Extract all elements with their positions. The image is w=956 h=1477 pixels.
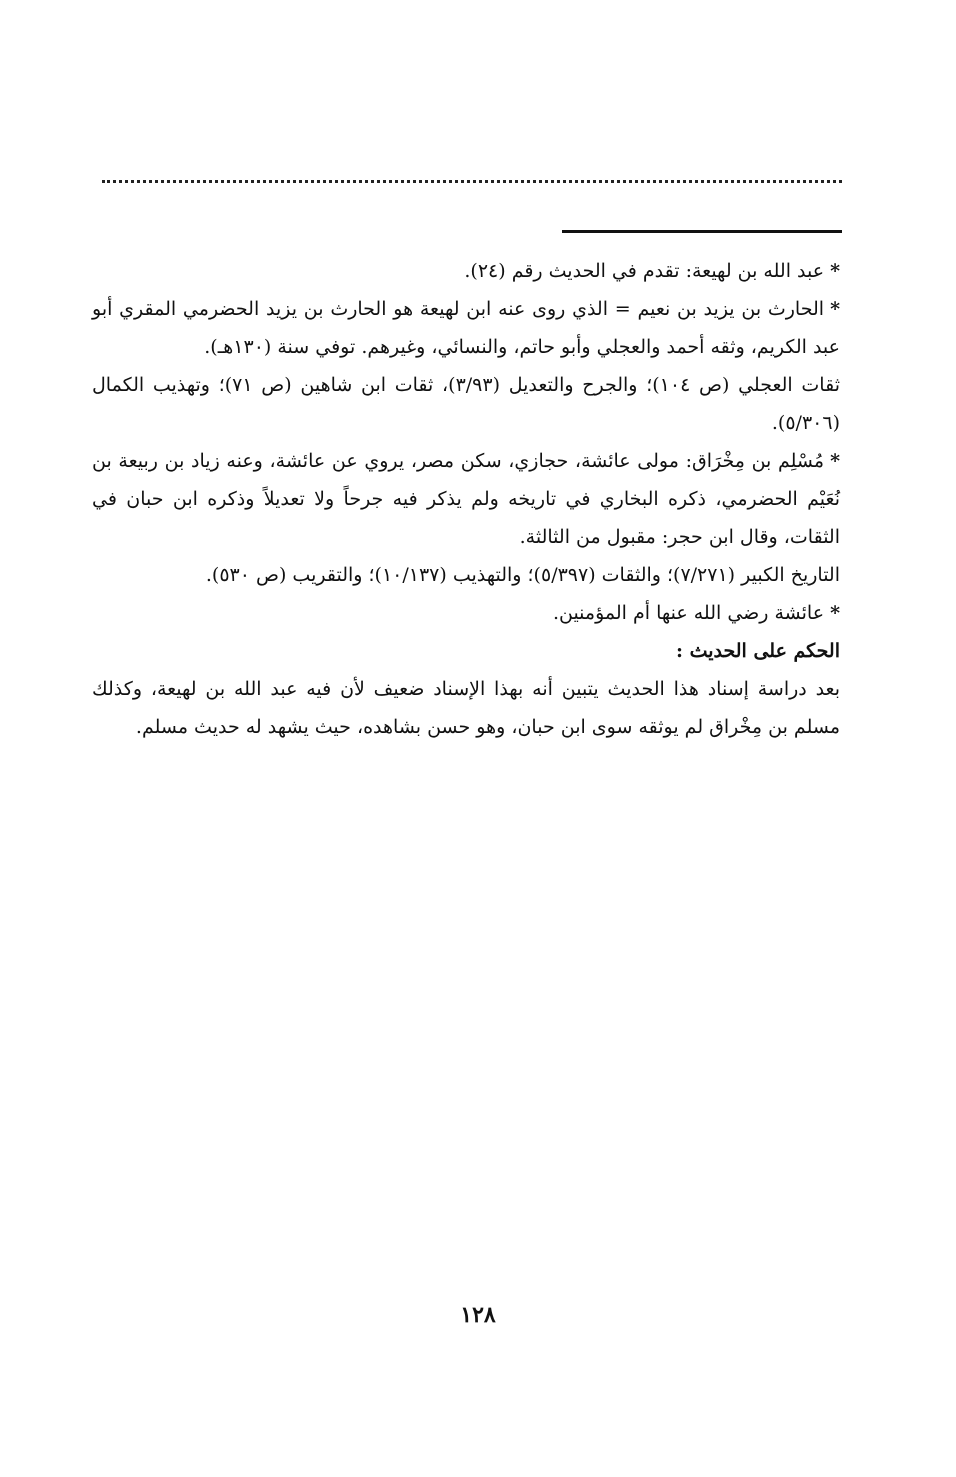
footnote-text: عبد الله بن لهيعة: تقدم في الحديث رقم (٢٤). <box>464 260 825 282</box>
footnote-text: ثقات العجلي (ص ١٠٤)؛ والجرح والتعديل (٣/٩٣)، ثقات ابن شاهين (ص ٧١)؛ وتهذيب الكمال (٥/٣٠٦). <box>92 374 840 434</box>
footnote-harith-sources <box>92 366 840 442</box>
footnote-rule <box>562 230 842 233</box>
footnote-muslim-sources <box>92 556 840 594</box>
ruling-heading: الحكم على الحديث : <box>675 640 840 662</box>
footnote-text: التاريخ الكبير (٧/٢٧١)؛ والثقات (٥/٣٩٧)؛ والتهذيب (١٠/١٣٧)؛ والتقريب (ص ٥٣٠). <box>205 564 840 586</box>
page-body-text <box>92 252 840 746</box>
footnote-muslim-ibn-mikhraq <box>92 442 840 556</box>
footnote-aisha <box>92 594 840 632</box>
asterisk-bullet-icon: * <box>830 602 840 624</box>
footnote-text: مُسْلِم بن مِخْرَاق: مولى عائشة، حجازي، سكن مصر، يروي عن عائشة، وعنه زياد بن ربيعة بن نُعَيْم الحضرمي، ذكره البخاري في تاريخه ولم يذكر فيه جرحاً ولا تعديلاً وذكره ابن حبان في الثقات، وقال ابن حجر: مقبول من الثالثة. <box>92 450 840 548</box>
page-number: ١٢٨ <box>460 1302 496 1328</box>
asterisk-bullet-icon: * <box>830 298 840 320</box>
asterisk-bullet-icon: * <box>830 450 840 472</box>
footnote-text: عائشة رضي الله عنها أم المؤمنين. <box>552 602 825 624</box>
ruling-body: بعد دراسة إسناد هذا الحديث يتبين أنه بهذا الإسناد ضعيف لأن فيه عبد الله بن لهيعة، وكذلك مسلم بن مِخْراق لم يوثقه سوى ابن حبان، وهو حسن بشاهده، حيث يشهد له حديث مسلم. <box>92 678 840 738</box>
dotted-separator <box>102 180 842 183</box>
footnote-harith-ibn-yazid <box>92 290 840 366</box>
footnote-text: الحارث بن يزيد بن نعيم = الذي روى عنه ابن لهيعة هو الحارث بن يزيد الحضرمي المقري أبو عبد الكريم، وثقه أحمد والعجلي وأبو حاتم، والنسائي، وغيرهم. توفي سنة (١٣٠هـ). <box>92 298 840 358</box>
footnote-abdullah-ibn-lahia <box>92 252 840 290</box>
asterisk-bullet-icon: * <box>830 260 840 282</box>
